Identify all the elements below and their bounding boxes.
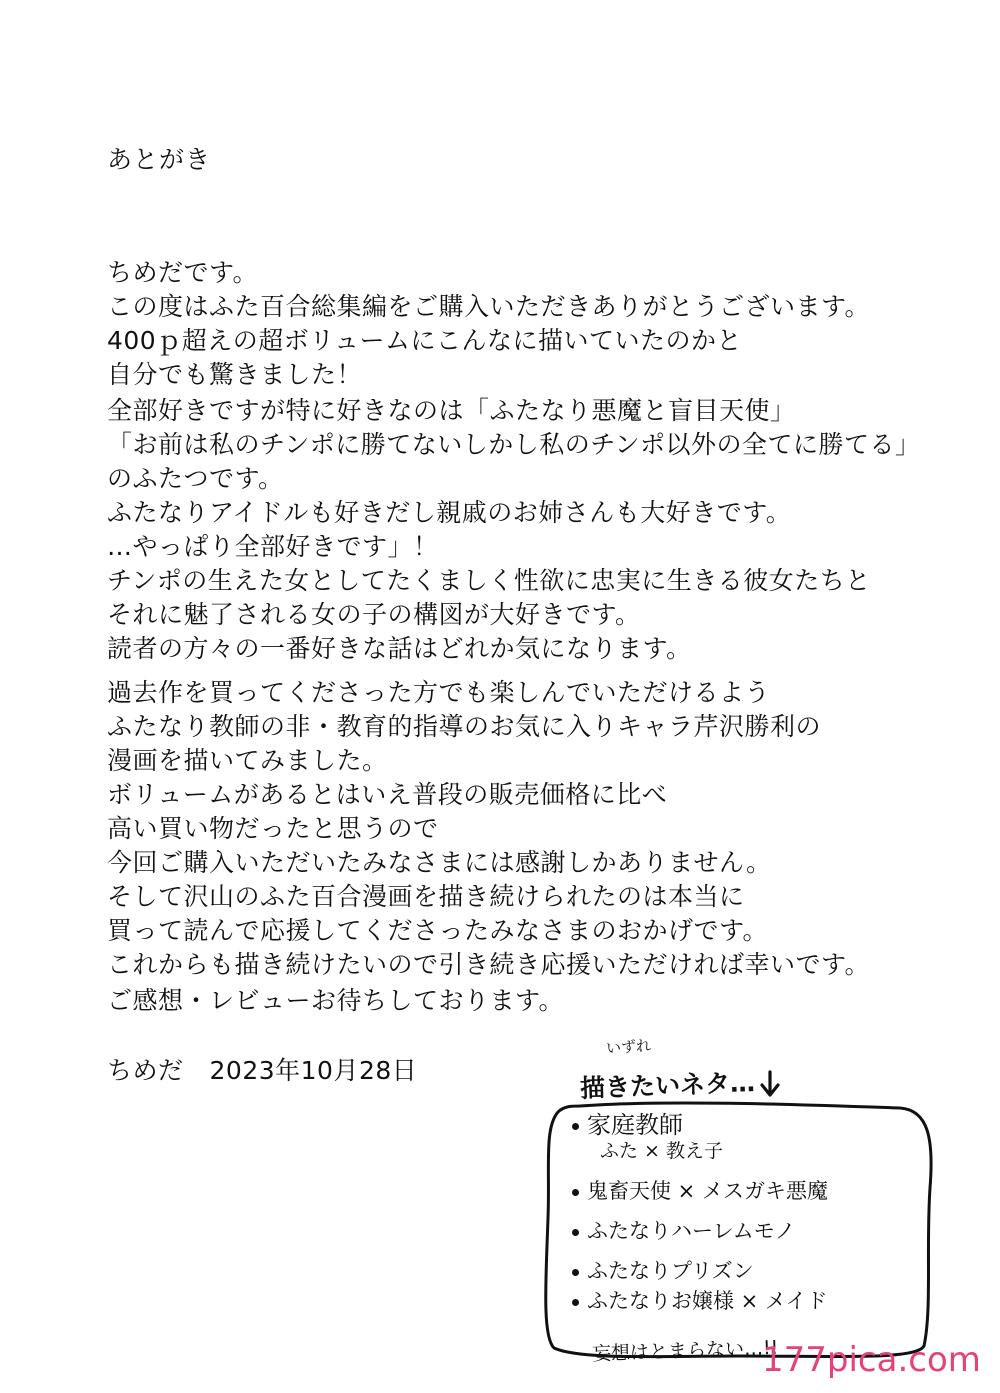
arrow-down-icon [759, 1070, 781, 1098]
signature [107, 1054, 417, 1088]
bullet-dot-icon [572, 1123, 579, 1130]
memo-list-item [572, 1112, 828, 1164]
signature-line [107, 1054, 417, 1088]
memo-title-row [580, 1066, 781, 1102]
memo-item-text: 鬼畜天使 × メスガキ悪魔 [587, 1179, 828, 1203]
bullet-dot-icon [572, 1299, 579, 1306]
memo-list-item [572, 1288, 828, 1314]
text-line: ボリュームがあるとはいえ普段の販売価格に比べ [107, 780, 668, 809]
memo-footer: 妄想はとまらない…!! [591, 1336, 779, 1366]
text-line: それに魅了される女の子の構図が大好きです。 [107, 600, 641, 629]
memo-item-text: ふたなりお嬢様 × メイド [587, 1289, 828, 1313]
text-line: 買って読んで応援してくださったみなさまのおかげです。 [107, 916, 769, 945]
text-line: ふたなりアイドルも好きだし親戚のお姉さんも大好きです。 [107, 498, 792, 527]
memo-list [572, 1112, 828, 1314]
bullet-dot-icon [572, 1189, 579, 1196]
text-line: 全部好きですが特に好きなのは「ふたなり悪魔と盲目天使」 [107, 396, 796, 425]
memo-title: 描きたいネタ… [579, 1067, 756, 1104]
bullet-dot-icon [572, 1269, 579, 1276]
text-line: この度はふた百合総集編をご購入いただきありがとうございます。 [107, 292, 871, 321]
text-line: …やっぱり全部好きです」！ [107, 532, 439, 561]
text-line: 自分でも驚きました！ [107, 360, 363, 389]
page-heading: あとがき [107, 145, 212, 174]
paragraph-thanks [107, 676, 870, 982]
text-line: そして沢山のふた百合漫画を描き続けられたのは本当に [107, 882, 745, 911]
text-line: チンポの生えた女としてたくましく性欲に忠実に生きる彼女たちと [107, 566, 871, 595]
memo-item-text: 家庭教師 [587, 1111, 683, 1139]
text-line: ちめだです。 [107, 258, 259, 287]
text-line: 「お前は私のチンポに勝てないしかし私のチンポ以外の全てに勝てる」 [107, 430, 921, 459]
memo-small-note: いずれ [605, 1036, 652, 1058]
paragraph-greeting [107, 256, 870, 392]
paragraph-favorites [107, 394, 921, 666]
handwritten-memo [540, 1036, 940, 1376]
text-line: のふたつです。 [107, 464, 284, 493]
text-line: 読者の方々の一番好きな話はどれか気になります。 [107, 634, 692, 663]
memo-item-text: ふたなりプリズン [587, 1259, 754, 1283]
text-line: これからも描き続けたいので引き続き応援いただければ幸いです。 [107, 950, 871, 979]
memo-list-item [572, 1258, 828, 1284]
paragraph-review-request [107, 984, 564, 1018]
signature-name: ちめだ [107, 1056, 184, 1085]
text-line: 今回ご購入いただいたみなさまには感謝しかありません。 [107, 848, 772, 877]
text-line: ふたなり教師の非・教育的指導のお気に入りキャラ芹沢勝利の [107, 712, 822, 741]
watermark: 177pica.com [762, 1340, 981, 1380]
memo-list-item [572, 1178, 828, 1204]
memo-item-subtext: ふた × 教え子 [600, 1140, 723, 1162]
text-line: ご感想・レビューお待ちしております。 [107, 986, 565, 1015]
text-line: 過去作を買ってくださった方でも楽しんでいただけるよう [107, 678, 771, 707]
text-line: 高い買い物だったと思うので [107, 814, 439, 843]
signature-date: 2023年10月28日 [209, 1056, 418, 1085]
memo-list-item [572, 1218, 828, 1244]
bullet-dot-icon [572, 1229, 579, 1236]
text-line: 漫画を描いてみました。 [107, 746, 388, 775]
memo-item-text: ふたなりハーレムモノ [587, 1219, 796, 1243]
text-line: 400ｐ超えの超ボリュームにこんなに描いていたのかと [107, 326, 742, 355]
